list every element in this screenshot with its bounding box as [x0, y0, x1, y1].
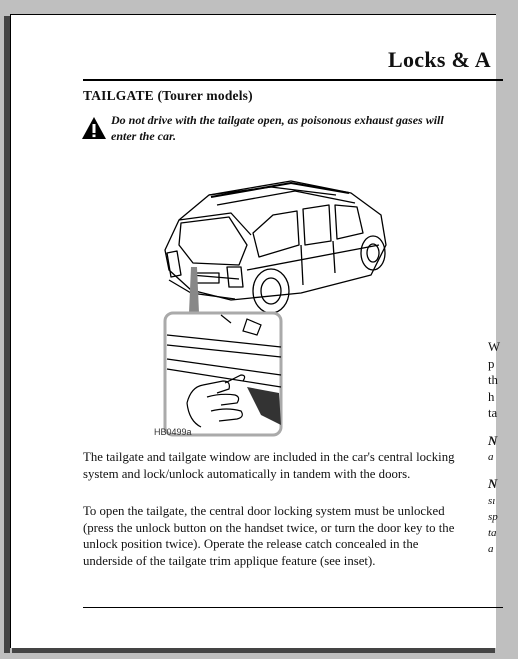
warning-triangle-icon: [81, 116, 107, 140]
section-title: TAILGATE (Tourer models): [83, 88, 253, 103]
document-page: [10, 14, 501, 648]
right-column-fragments: [488, 339, 518, 557]
right-column-fragment: ta: [488, 406, 498, 420]
right-column-fragment: sı: [488, 494, 496, 507]
right-column-fragment: N: [488, 433, 498, 448]
right-column-fragment: th: [488, 373, 498, 387]
right-column-fragment: a: [488, 451, 494, 463]
right-column-fragment: p: [488, 356, 495, 371]
header-divider: [83, 79, 503, 81]
tourer-car-rear-illustration: [151, 175, 401, 455]
right-column-fragment: N: [488, 477, 498, 491]
right-column-fragment: sp: [488, 510, 498, 523]
footer-divider: [83, 607, 503, 608]
page-header-title: Locks & A: [388, 47, 491, 72]
body-paragraph: The tailgate and tailgate window are included in the car's central locking system and lock/unlock automatically in tandem with the doors.: [83, 450, 455, 481]
figure-code: HB0499a: [154, 427, 192, 437]
right-column-fragment: h: [488, 389, 495, 404]
warning-text: Do not drive with the tailgate open, as poisonous exhaust gases will enter the car.: [111, 113, 444, 143]
right-column-fragment: a: [488, 542, 494, 555]
right-column-fragment: ta: [488, 526, 497, 539]
right-column-fragment: W: [488, 340, 501, 354]
body-paragraph: To open the tailgate, the central door locking system must be unlocked (press the unlock button on the handset twice, or turn the door key to the unlock position twice). Operate the release catch concealed in the underside of the tailgate trim applique feature (see inset).: [83, 504, 455, 568]
